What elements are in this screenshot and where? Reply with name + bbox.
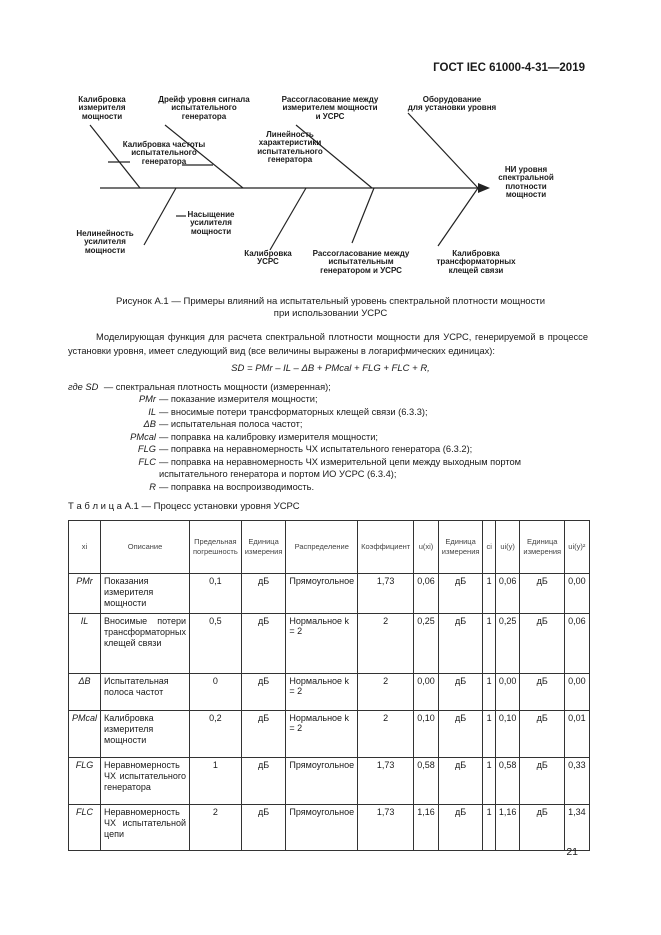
symbol-legend	[68, 381, 588, 493]
table-header-row	[69, 521, 590, 574]
col-header: u(xi)	[414, 521, 439, 574]
diagram-label-amp-nonlin: Нелинейность усилителя мощности	[76, 229, 134, 255]
legend-row: FLC — поправка на неравномерность ЧХ измерительной цепи между выходным портом испытательного генератора и портом ИО УСРС (6.3.4);	[138, 456, 522, 480]
col-header: ui(y)	[495, 521, 520, 574]
table-row: PMcal Калибровка измерителя мощности 0,2 дБ Нормальное k = 2 2 0,10 дБ 1 0,10 дБ 0,01	[69, 711, 590, 758]
diagram-label-gen-drift: Дрейф уровня сигнала испытательного генератора	[158, 95, 250, 121]
diagram-arrowhead	[478, 183, 490, 193]
diagram-bone	[438, 188, 478, 246]
diagram-label-mismatch-meter-usrs: Рассогласование между измерителем мощности и УСРС	[281, 95, 379, 121]
diagram-label-cal-gen-freq: Калибровка частоты испытательного генератора	[122, 140, 206, 166]
col-header: Единица измерения	[438, 521, 483, 574]
diagram-label-level-equipment: Оборудование для установки уровня	[407, 95, 497, 113]
col-header: Коэффициент	[358, 521, 414, 574]
col-header: Единица измерения	[241, 521, 286, 574]
col-header: Предельная погрешность	[190, 521, 242, 574]
col-header: ui(y)²	[565, 521, 590, 574]
formula: SD = PMr – IL – ΔB + PMcal + FLG + FLC + R,	[231, 363, 430, 374]
legend-row: PMcal — поправка на калибровку измерителя мощности;	[130, 431, 379, 442]
diagram-label-cal-power-meter: Калибровка измерителя мощности	[78, 95, 126, 121]
figure-caption: Рисунок А.1 — Примеры влияний на испытательный уровень спектральной плотности мощности при использовании УСРС	[115, 296, 546, 320]
diagram-bone	[144, 188, 176, 245]
diagram-bone	[352, 188, 374, 243]
table-caption: Т а б л и ц а А.1 — Процесс установки уровня УСРС	[68, 501, 300, 512]
col-header: ci	[483, 521, 495, 574]
col-header: xi	[69, 521, 101, 574]
legend-row: ΔB — испытательная полоса частот;	[143, 419, 303, 430]
diagram-label-linearity: Линейность характеристики испытательного генератора	[257, 130, 323, 165]
legend-row: FLG — поправка на неравномерность ЧХ испытательного генератора (6.3.2);	[137, 444, 473, 455]
document-header: ГОСТ IEC 61000-4-31—2019	[433, 62, 585, 74]
table-row: PMr Показания измерителя мощности 0,1 дБ Прямоугольное 1,73 0,06 дБ 1 0,06 дБ 0,00	[69, 574, 590, 614]
diagram-label-cal-clamp: Калибровка трансформаторных клещей связи	[436, 249, 516, 275]
table-row: IL Вносимые потери трансформаторных клещей связи 0,5 дБ Нормальное k = 2 2 0,25 дБ 1 0,25 дБ 0,06	[69, 614, 590, 674]
body-paragraph: Моделирующая функция для расчета спектральной плотности мощности для УСРС, генерируемой в процессе установки уровня, имеет следующий вид (все величины выражены в логарифмических единицах):	[68, 332, 588, 356]
page-number: 21	[566, 846, 578, 858]
col-header: Единица измерения	[520, 521, 565, 574]
diagram-label-saturation: Насыщение усилителя мощности	[187, 210, 235, 236]
legend-row: IL — вносимые потери трансформаторных клещей связи (6.3.3);	[148, 406, 428, 417]
diagram-bone	[270, 188, 306, 250]
table-row: FLG Неравномерность ЧХ испытательного генератора 1 дБ Прямоугольное 1,73 0,58 дБ 1 0,58 дБ 0,33	[69, 758, 590, 805]
legend-row: где SD — спектральная плотность мощности (измеренная);	[68, 382, 331, 392]
diagram-bone	[408, 113, 478, 188]
diagram-label-cal-usrs: Калибровка УСРС	[244, 249, 292, 267]
diagram-label-effect: НИ уровня спектральной плотности мощности	[498, 165, 554, 200]
legend-row: R — поправка на воспроизводимость.	[149, 481, 315, 492]
diagram-label-mismatch-gen-usrs: Рассогласование между испытательным генератором и УСРС	[312, 249, 410, 275]
uncertainty-table	[68, 520, 590, 851]
table-row: FLC Неравномерность ЧХ испытательной цепи 2 дБ Прямоугольное 1,73 1,16 дБ 1 1,16 дБ 1,34	[69, 805, 590, 851]
table-row: ΔB Испытательная полоса частот 0 дБ Нормальное k = 2 2 0,00 дБ 1 0,00 дБ 0,00	[69, 674, 590, 711]
legend-row: PMr — показание измерителя мощности;	[138, 394, 318, 405]
col-header: Распределение	[286, 521, 358, 574]
col-header: Описание	[101, 521, 190, 574]
